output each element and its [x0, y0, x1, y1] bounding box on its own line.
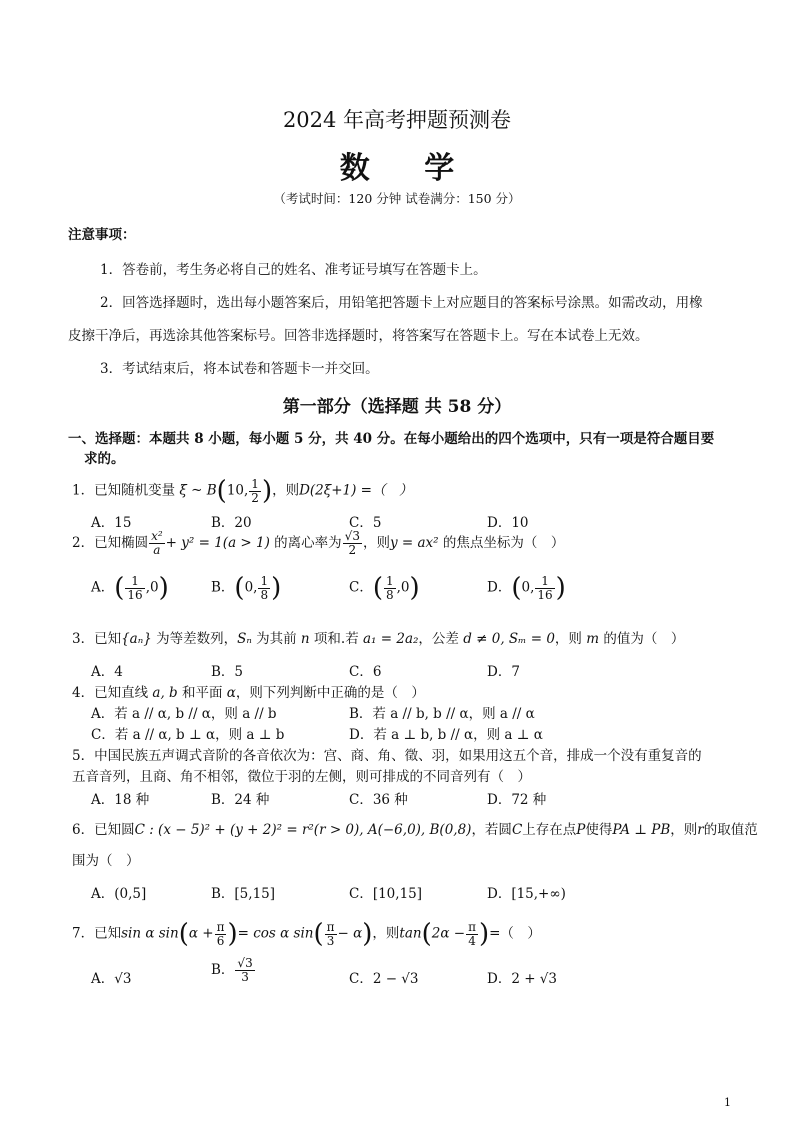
q6-option-d: D．[15,+∞)	[487, 886, 566, 902]
q3-text-e: ，公差	[418, 631, 464, 647]
notice-item-3: 3．考试结束后，将本试卷和答题卡一并交回。	[100, 361, 379, 377]
q2-a-post: ,0	[145, 579, 159, 596]
q7-a-plus: α +	[188, 925, 214, 942]
q7-p2-close: )	[362, 919, 373, 949]
q3-option-a: A．4	[91, 664, 123, 680]
q7-pre: 7．已知	[72, 925, 122, 942]
q1-p-den: 2	[251, 490, 259, 505]
q3-option-d: D．7	[487, 664, 520, 680]
q1-xi: ξ ~ B	[179, 482, 217, 499]
q1-paren-close: )	[261, 476, 273, 506]
q7-then: ，则	[372, 925, 400, 942]
q4-option-a: A．若 a // α, b // α，则 a // b	[91, 706, 277, 722]
q6-text-c: 上存在点	[522, 822, 577, 838]
q3-text-d: 项和.若	[309, 631, 363, 647]
q3-seq: {aₙ}	[121, 631, 152, 647]
q1-option-d: D．10	[487, 515, 529, 531]
notice-heading: 注意事项：	[68, 227, 136, 243]
q7-p3-open: (	[421, 919, 432, 949]
section-instruction-line-2: 求的。	[84, 451, 125, 467]
q3-text-a: 3．已知	[72, 631, 122, 647]
q2-option-c	[349, 573, 420, 603]
q1-option-c: C．5	[349, 515, 382, 531]
q5-option-b: B．24 种	[211, 792, 270, 808]
q2-option-c-label: C．	[349, 579, 373, 596]
q4-option-b: B．若 a // b, b // α，则 a // α	[349, 706, 535, 722]
q2-enum: √3	[344, 529, 360, 543]
q2-e-fraction	[343, 530, 362, 557]
q3-text-c: 为其前	[251, 631, 301, 647]
q2-pre: 2．已知椭圆	[72, 535, 149, 551]
q2-eden: 2	[348, 543, 357, 557]
question-5-line-2: 五音音列，且商、角不相邻，徵位于羽的左侧，则可排成的不同音列有（ ）	[72, 769, 531, 785]
q4-ab: a, b	[152, 685, 178, 701]
q7-six: 6	[216, 933, 225, 948]
q2-option-b	[211, 573, 281, 603]
q7-eq: = cos α sin	[237, 925, 314, 942]
q2-xden: a	[153, 543, 161, 557]
q6-text-e: ，则	[670, 822, 698, 838]
q1-post: ，则	[272, 482, 300, 499]
q7-fraction-pi-6	[215, 921, 227, 948]
q7-option-b-den: 3	[241, 970, 249, 984]
q7-option-b	[211, 957, 256, 984]
q6-text-b: ，若圆	[471, 822, 512, 838]
q7-three: 3	[326, 933, 335, 948]
q7-post: =（ ）	[489, 925, 541, 942]
q7-p1-open: (	[178, 919, 189, 949]
q7-option-b-fraction	[235, 957, 254, 984]
q2-c-fraction	[384, 575, 396, 602]
q7-fraction-pi-3	[325, 921, 337, 948]
q2-a-den: 16	[127, 587, 143, 602]
q7-pi-2: π	[326, 919, 335, 934]
q6-r: r	[697, 822, 704, 838]
q2-option-d	[487, 573, 566, 603]
q6-text-f: 的取值范	[703, 822, 758, 838]
q3-option-b: B．5	[211, 664, 244, 680]
q1-paren-open: (	[216, 476, 227, 506]
question-3	[72, 627, 684, 647]
q6-text-d: 使得	[585, 822, 613, 838]
q2-option-b-label: B．	[211, 579, 235, 596]
q2-x-fraction	[149, 530, 165, 557]
q6-text-a: 6．已知圆	[72, 822, 135, 838]
q7-option-b-num: √3	[237, 956, 253, 970]
q4-text-c: ，则下列判断中正确的是（ ）	[235, 685, 425, 701]
part-one-heading: 第一部分（选择题 共 58 分）	[282, 397, 512, 417]
question-4	[72, 681, 425, 701]
q2-d-fraction	[535, 575, 554, 602]
q7-fraction-pi-4	[466, 921, 478, 948]
notice-item-1: 1．答卷前，考生务必将自己的姓名、准考证号填写在答题卡上。	[100, 262, 487, 278]
q2-c-paren-open: (	[372, 573, 383, 603]
q2-b-paren-open: (	[234, 573, 245, 603]
question-1	[72, 476, 412, 506]
question-6-line-1	[72, 818, 758, 838]
q6-p: P	[576, 822, 586, 838]
q1-expr: D(2ξ+1) =（ ）	[299, 482, 413, 499]
q2-expr: y = ax²	[389, 535, 439, 551]
q7-option-a: A．√3	[91, 971, 132, 987]
q3-option-c: C．6	[349, 664, 382, 680]
exam-info: （考试时间：120 分钟 试卷满分：150 分）	[273, 191, 521, 206]
q7-pi-3: π	[468, 919, 476, 934]
q2-mid: + y² = 1(a > 1)	[165, 535, 270, 551]
exam-subject: 数 学	[339, 151, 477, 186]
q6-option-a: A．(0,5]	[91, 886, 147, 902]
notice-item-2-line-2: 皮擦干净后，再选涂其他答案标号。回答非选择题时，将答案写在答题卡上。写在本试卷上无效。	[68, 328, 649, 344]
q1-n: 10,	[226, 482, 249, 499]
q7-pi-1: π	[216, 919, 225, 934]
q6-c: C	[511, 822, 523, 838]
q7-option-d: D．2 + √3	[487, 971, 557, 987]
q2-b-den: 8	[260, 587, 269, 602]
q2-xnum: x²	[151, 529, 163, 543]
q2-option-a	[91, 573, 169, 603]
q2-b-paren-close: )	[271, 573, 282, 603]
q2-c-den: 8	[386, 587, 394, 602]
q4-alpha: α	[226, 685, 236, 701]
q2-t1: 的离心率为	[269, 535, 342, 551]
q2-a-fraction	[125, 575, 144, 602]
q1-fraction	[249, 478, 261, 505]
question-5-line-1: 5．中国民族五声调式音阶的各音依次为：宫、商、角、徵、羽，如果用这五个音，排成一个没有重复音的	[72, 748, 702, 764]
q2-b-num: 1	[260, 573, 269, 588]
q2-option-a-label: A．	[91, 579, 115, 596]
q2-c-num: 1	[386, 573, 394, 588]
q2-c-post: ,0	[396, 579, 410, 596]
page-number: 1	[724, 1096, 731, 1109]
q2-d-paren-close: )	[555, 573, 566, 603]
q4-option-d: D．若 a ⊥ b, b // α，则 a ⊥ α	[349, 727, 543, 743]
q4-text-b: 和平面	[177, 685, 227, 701]
q6-option-c: C．[10,15]	[349, 886, 423, 902]
q3-sn: Sₙ	[237, 631, 252, 647]
q7-p3-close: )	[478, 919, 490, 949]
q4-text-a: 4．已知直线	[72, 685, 153, 701]
q5-option-d: D．72 种	[487, 792, 547, 808]
q2-d-lead: 0,	[521, 579, 535, 596]
q2-b-lead: 0,	[244, 579, 258, 596]
q3-cond1: a₁ = 2a₂	[363, 631, 419, 647]
q3-text-b: 为等差数列，	[151, 631, 238, 647]
q3-text-f: ，则	[554, 631, 587, 647]
q3-n: n	[300, 631, 310, 647]
q2-t3: 的焦点坐标为（ ）	[438, 535, 565, 551]
q7-p2-open: (	[313, 919, 324, 949]
q3-m: m	[586, 631, 600, 647]
q1-option-a: A．15	[91, 515, 132, 531]
q1-option-b: B．20	[211, 515, 252, 531]
q6-perp: PA ⊥ PB	[612, 822, 671, 838]
q2-a-paren-close: )	[158, 573, 169, 603]
q7-tan: tan	[399, 925, 422, 942]
q6-circle: C : (x − 5)² + (y + 2)² = r²(r > 0), A(−6,0), B(0,8)	[134, 822, 472, 838]
question-2	[72, 530, 564, 557]
q7-option-b-label: B．	[211, 962, 235, 978]
q2-d-den: 16	[537, 587, 553, 602]
q2-c-paren-close: )	[409, 573, 420, 603]
section-instruction-line-1: 一、选择题：本题共 8 小题，每小题 5 分，共 40 分。在每小题给出的四个选项中，只有一项是符合题目要	[68, 431, 715, 447]
q2-t2: ，则	[362, 535, 390, 551]
q7-p1-close: )	[227, 919, 238, 949]
notice-item-2-line-1: 2．回答选择题时，选出每小题答案后，用铅笔把答题卡上对应题目的答案标号涂黑。如需改动，用橡	[100, 295, 703, 311]
question-7	[72, 919, 541, 949]
q2-d-paren-open: (	[511, 573, 522, 603]
q2-a-num: 1	[125, 575, 144, 589]
q6-option-b: B．[5,15]	[211, 886, 276, 902]
q7-minus-a: − α	[337, 925, 363, 942]
q5-option-c: C．36 种	[349, 792, 408, 808]
q3-cond2: d ≠ 0, Sₘ = 0	[463, 631, 555, 647]
q7-four: 4	[468, 933, 476, 948]
q3-text-g: 的值为（ ）	[599, 631, 685, 647]
q1-p-num: 1	[251, 476, 259, 491]
q7-lhs: sin α sin	[121, 925, 179, 942]
q2-b-fraction	[258, 575, 270, 602]
exam-title: 2024 年高考押题预测卷	[282, 108, 512, 132]
q2-d-num: 1	[535, 575, 554, 589]
q2-a-paren-open: (	[114, 573, 125, 603]
q7-two-a: 2α −	[431, 925, 466, 942]
q1-pre: 1．已知随机变量	[72, 482, 176, 499]
q4-option-c: C．若 a // α, b ⊥ α，则 a ⊥ b	[91, 727, 285, 743]
q2-option-d-label: D．	[487, 579, 512, 596]
q7-option-c: C．2 − √3	[349, 971, 419, 987]
question-6-line-2: 围为（ ）	[72, 853, 140, 869]
q5-option-a: A．18 种	[91, 792, 150, 808]
